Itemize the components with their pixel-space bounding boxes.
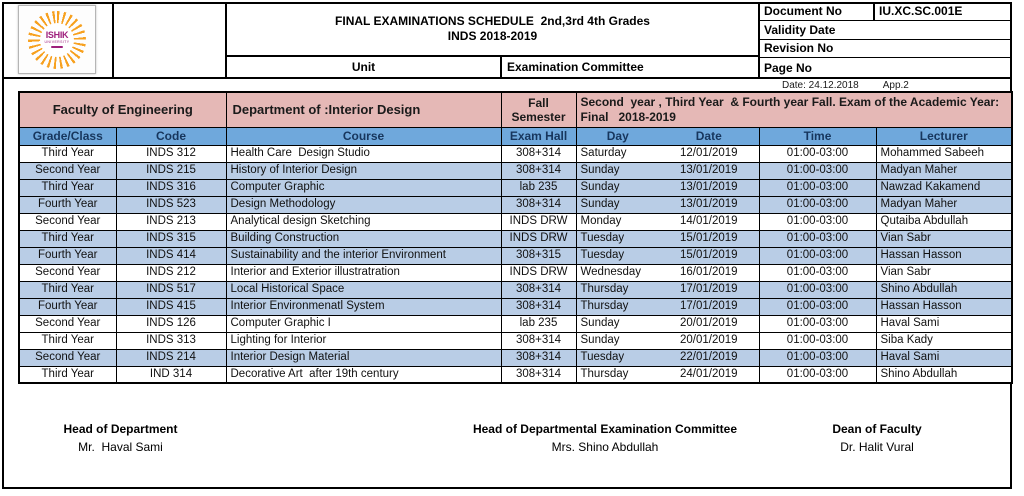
lecturer-cell: Hassan Hasson xyxy=(876,247,1012,264)
code-cell: INDS 315 xyxy=(116,230,226,247)
logo-subtext: UNIVERSITY xyxy=(44,40,70,44)
date-cell: 17/01/2019 xyxy=(659,281,759,298)
day-cell: Wednesday xyxy=(576,264,659,281)
course-cell: Interior Design Material xyxy=(226,349,501,366)
course-cell: Computer Graphic I xyxy=(226,315,501,332)
title-line-2: INDS 2018-2019 xyxy=(447,28,538,43)
grade-cell: Fourth Year xyxy=(19,196,116,213)
logo-wordmark: ISHIK xyxy=(45,30,69,40)
banner-row xyxy=(19,92,1012,127)
col-code: Code xyxy=(116,127,226,145)
table-row xyxy=(19,213,1012,230)
doc-info-row xyxy=(760,40,1012,59)
course-cell: Computer Graphic xyxy=(226,179,501,196)
col-grade-class: Grade/Class xyxy=(19,127,116,145)
hall-cell: 308+314 xyxy=(501,196,576,213)
lecturer-cell: Vian Sabr xyxy=(876,264,1012,281)
col-course: Course xyxy=(226,127,501,145)
code-cell: INDS 214 xyxy=(116,349,226,366)
col-day: Day xyxy=(576,127,659,145)
code-cell: INDS 126 xyxy=(116,315,226,332)
date-cell: 14/01/2019 xyxy=(659,213,759,230)
code-cell: INDS 415 xyxy=(116,298,226,315)
day-cell: Sunday xyxy=(576,179,659,196)
course-cell: Interior Environmenatl System xyxy=(226,298,501,315)
date-cell: 13/01/2019 xyxy=(659,162,759,179)
grade-cell: Second Year xyxy=(19,213,116,230)
table-row xyxy=(19,230,1012,247)
grade-cell: Third Year xyxy=(19,230,116,247)
date-cell: 24/01/2019 xyxy=(659,366,759,383)
lecturer-cell: Shino Abdullah xyxy=(876,366,1012,383)
time-cell: 01:00-03:00 xyxy=(759,298,876,315)
code-cell: INDS 517 xyxy=(116,281,226,298)
hall-cell: 308+314 xyxy=(501,332,576,349)
day-cell: Tuesday xyxy=(576,349,659,366)
table-row xyxy=(19,264,1012,281)
table-row xyxy=(19,349,1012,366)
day-cell: Thursday xyxy=(576,298,659,315)
day-cell: Sunday xyxy=(576,162,659,179)
ishik-university-logo xyxy=(18,5,96,74)
signature-title: Head of Department xyxy=(63,422,178,436)
course-cell: Lighting for Interior xyxy=(226,332,501,349)
course-cell: Design Methodology xyxy=(226,196,501,213)
day-cell: Tuesday xyxy=(576,230,659,247)
table-row xyxy=(19,315,1012,332)
signature-title: Dean of Faculty xyxy=(832,422,922,436)
title-line-1: FINAL EXAMINATIONS SCHEDULE 2nd,3rd 4th Grades xyxy=(335,13,650,28)
signature-name: Dr. Halit Vural xyxy=(840,440,914,454)
time-cell: 01:00-03:00 xyxy=(759,196,876,213)
day-cell: Monday xyxy=(576,213,659,230)
day-cell: Sunday xyxy=(576,315,659,332)
grade-cell: Third Year xyxy=(19,145,116,162)
doc-info-row xyxy=(760,2,1012,21)
code-cell: INDS 414 xyxy=(116,247,226,264)
exam-note-line-1: Second year , Third Year & Fourth year Fall. Exam of the Academic Year: xyxy=(580,94,1000,109)
time-cell: 01:00-03:00 xyxy=(759,145,876,162)
unit-row xyxy=(227,55,758,77)
examination-committee-label: Examination Committee xyxy=(500,57,758,77)
col-exam-hall: Exam Hall xyxy=(501,127,576,145)
table-row xyxy=(19,145,1012,162)
date-cell: 20/01/2019 xyxy=(659,332,759,349)
code-cell: INDS 523 xyxy=(116,196,226,213)
signature-name: Mrs. Shino Abdullah xyxy=(551,440,659,454)
date-cell: 16/01/2019 xyxy=(659,264,759,281)
hall-cell: 308+314 xyxy=(501,298,576,315)
date-cell: 22/01/2019 xyxy=(659,349,759,366)
unit-label: Unit xyxy=(351,60,376,74)
time-cell: 01:00-03:00 xyxy=(759,179,876,196)
exam-table-body xyxy=(19,145,1012,383)
logo-center xyxy=(40,23,74,57)
lecturer-cell: Qutaiba Abdullah xyxy=(876,213,1012,230)
date-cell: 15/01/2019 xyxy=(659,247,759,264)
code-cell: INDS 215 xyxy=(116,162,226,179)
lecturer-cell: Madyan Maher xyxy=(876,196,1012,213)
col-lecturer: Lecturer xyxy=(876,127,1012,145)
hall-cell: lab 235 xyxy=(501,179,576,196)
signature-examination-committee xyxy=(430,420,780,456)
hall-cell: 308+314 xyxy=(501,162,576,179)
course-cell: Local Historical Space xyxy=(226,281,501,298)
signature-title: Head of Departmental Examination Committee xyxy=(472,422,738,436)
lecturer-cell: Hassan Hasson xyxy=(876,298,1012,315)
code-cell: INDS 213 xyxy=(116,213,226,230)
hall-cell: lab 235 xyxy=(501,315,576,332)
revision-no-label: Revision No xyxy=(764,41,834,56)
table-row xyxy=(19,298,1012,315)
lecturer-cell: Siba Kady xyxy=(876,332,1012,349)
lecturer-cell: Madyan Maher xyxy=(876,162,1012,179)
table-row xyxy=(19,196,1012,213)
day-cell: Sunday xyxy=(576,196,659,213)
exam-note xyxy=(576,92,1012,127)
time-cell: 01:00-03:00 xyxy=(759,162,876,179)
code-cell: IND 314 xyxy=(116,366,226,383)
grade-cell: Second Year xyxy=(19,162,116,179)
exam-schedule-table xyxy=(18,91,1013,384)
hall-cell: INDS DRW xyxy=(501,213,576,230)
exam-note-line-2: Final 2018-2019 xyxy=(580,109,676,124)
grade-cell: Second Year xyxy=(19,315,116,332)
hall-cell: INDS DRW xyxy=(501,264,576,281)
date-cell: 13/01/2019 xyxy=(659,179,759,196)
course-cell: Interior and Exterior illustratration xyxy=(226,264,501,281)
lecturer-cell: Nawzad Kakamend xyxy=(876,179,1012,196)
course-cell: Analytical design Sketching xyxy=(226,213,501,230)
grade-cell: Second Year xyxy=(19,264,116,281)
course-cell: Building Construction xyxy=(226,230,501,247)
day-cell: Thursday xyxy=(576,366,659,383)
hall-cell: 308+314 xyxy=(501,145,576,162)
code-cell: INDS 212 xyxy=(116,264,226,281)
course-cell: Health Care Design Studio xyxy=(226,145,501,162)
appendix-label: App.2 xyxy=(882,80,909,91)
course-cell: Sustainability and the interior Environment xyxy=(226,247,501,264)
semester-label: Fall Semester xyxy=(501,92,576,127)
logo-bar xyxy=(51,46,63,48)
date-line xyxy=(758,80,1012,91)
lecturer-cell: Haval Sami xyxy=(876,349,1012,366)
grade-cell: Fourth Year xyxy=(19,247,116,264)
hall-cell: INDS DRW xyxy=(501,230,576,247)
table-row xyxy=(19,281,1012,298)
date-cell: 13/01/2019 xyxy=(659,196,759,213)
day-cell: Thursday xyxy=(576,281,659,298)
col-time: Time xyxy=(759,127,876,145)
logo-cell xyxy=(2,2,114,77)
table-row xyxy=(19,247,1012,264)
lecturer-cell: Mohammed Sabeeh xyxy=(876,145,1012,162)
column-header-row xyxy=(19,127,1012,145)
doc-info-row xyxy=(760,21,1012,40)
time-cell: 01:00-03:00 xyxy=(759,230,876,247)
day-cell: Saturday xyxy=(576,145,659,162)
col-date: Date xyxy=(659,127,759,145)
document-no-value: IU.XC.SC.001E xyxy=(873,2,1012,20)
time-cell: 01:00-03:00 xyxy=(759,281,876,298)
code-cell: INDS 316 xyxy=(116,179,226,196)
empty-header-cell xyxy=(114,2,227,77)
lecturer-cell: Shino Abdullah xyxy=(876,281,1012,298)
document-info-box xyxy=(758,2,1012,77)
table-row xyxy=(19,162,1012,179)
course-cell: History of Interior Design xyxy=(226,162,501,179)
page-no-label: Page No xyxy=(764,60,813,75)
lecturer-cell: Vian Sabr xyxy=(876,230,1012,247)
grade-cell: Third Year xyxy=(19,179,116,196)
grade-cell: Third Year xyxy=(19,281,116,298)
table-row xyxy=(19,366,1012,383)
department-label: Department of :Interior Design xyxy=(226,92,501,127)
time-cell: 01:00-03:00 xyxy=(759,264,876,281)
signature-name: Mr. Haval Sami xyxy=(78,440,163,454)
hall-cell: 308+314 xyxy=(501,281,576,298)
signature-dean-of-faculty xyxy=(782,420,972,456)
day-cell: Tuesday xyxy=(576,247,659,264)
time-cell: 01:00-03:00 xyxy=(759,349,876,366)
hall-cell: 308+314 xyxy=(501,366,576,383)
code-cell: INDS 313 xyxy=(116,332,226,349)
faculty-label: Faculty of Engineering xyxy=(19,92,226,127)
date-cell: 15/01/2019 xyxy=(659,230,759,247)
document-no-label: Document No xyxy=(764,3,842,18)
grade-cell: Fourth Year xyxy=(19,298,116,315)
time-cell: 01:00-03:00 xyxy=(759,315,876,332)
lecturer-cell: Haval Sami xyxy=(876,315,1012,332)
grade-cell: Second Year xyxy=(19,349,116,366)
document-header xyxy=(2,2,1012,79)
code-cell: INDS 312 xyxy=(116,145,226,162)
validity-date-label: Validity Date xyxy=(764,22,836,37)
hall-cell: 308+315 xyxy=(501,247,576,264)
time-cell: 01:00-03:00 xyxy=(759,247,876,264)
table-row xyxy=(19,332,1012,349)
date-cell: 20/01/2019 xyxy=(659,315,759,332)
time-cell: 01:00-03:00 xyxy=(759,332,876,349)
day-cell: Sunday xyxy=(576,332,659,349)
time-cell: 01:00-03:00 xyxy=(759,366,876,383)
sunburst-icon xyxy=(28,11,86,69)
hall-cell: 308+314 xyxy=(501,349,576,366)
date-value: Date: 24.12.2018 xyxy=(782,80,859,91)
table-row xyxy=(19,179,1012,196)
course-cell: Decorative Art after 19th century xyxy=(226,366,501,383)
grade-cell: Third Year xyxy=(19,366,116,383)
date-cell: 17/01/2019 xyxy=(659,298,759,315)
time-cell: 01:00-03:00 xyxy=(759,213,876,230)
grade-cell: Third Year xyxy=(19,332,116,349)
doc-info-row xyxy=(760,58,1012,77)
date-cell: 12/01/2019 xyxy=(659,145,759,162)
document-title xyxy=(227,2,758,55)
signature-head-of-department xyxy=(28,420,213,456)
